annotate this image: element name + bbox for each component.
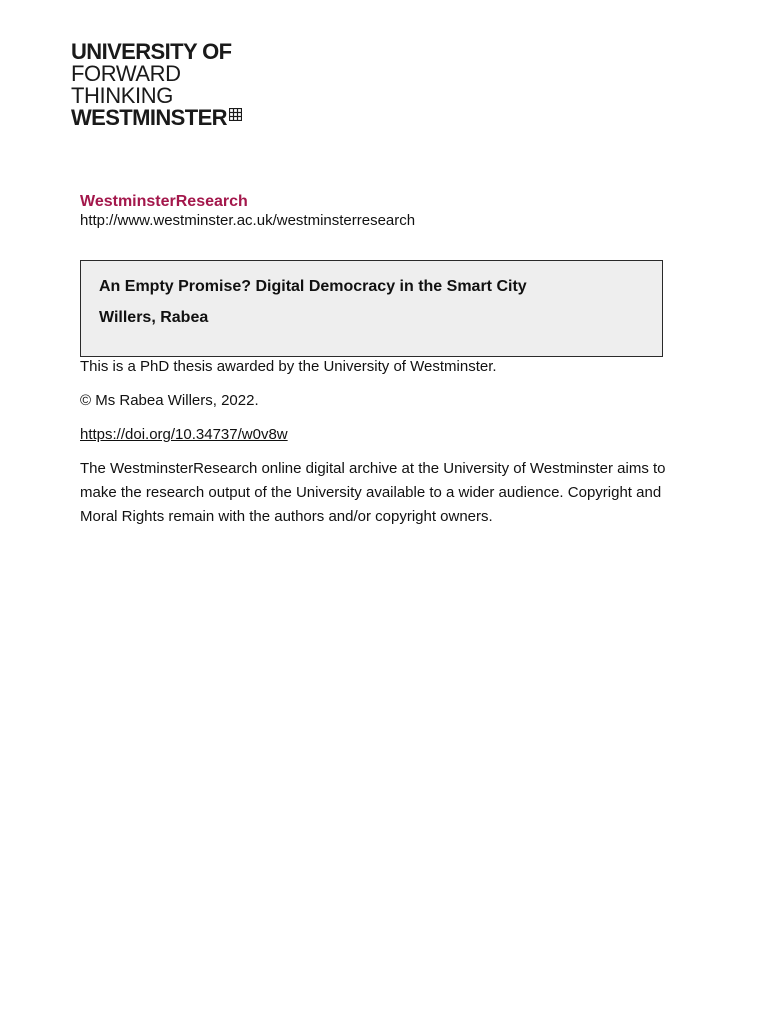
university-logo <box>71 41 251 129</box>
doi-line <box>80 423 288 447</box>
doi-link[interactable]: https://doi.org/10.34737/w0v8w <box>80 426 288 443</box>
portcullis-icon <box>229 108 242 126</box>
logo-line-forward: FORWARD <box>71 61 181 86</box>
copyright-statement: © Ms Rabea Willers, 2022. <box>80 392 259 409</box>
logo-last-row <box>71 107 251 129</box>
logo-line-university-of: UNIVERSITY OF <box>71 39 232 64</box>
thesis-author: Willers, Rabea <box>99 309 209 326</box>
record-title-box <box>80 260 663 357</box>
repository-url[interactable]: http://www.westminster.ac.uk/westminsterresearch <box>80 212 416 229</box>
award-statement: This is a PhD thesis awarded by the University of Westminster. <box>80 358 497 375</box>
thesis-title: An Empty Promise? Digital Democracy in the Smart City <box>99 278 527 295</box>
logo-line-thinking: THINKING <box>71 83 173 108</box>
repository-name: WestminsterResearch <box>80 193 248 210</box>
logo-line-westminster: WESTMINSTER <box>71 105 227 130</box>
archive-note: The WestminsterResearch online digital archive at the University of Westminster aims to make the research output of the University available to a wider audience. Copyright and Moral Rights remain with the authors and/or copyright owners. <box>80 460 666 525</box>
